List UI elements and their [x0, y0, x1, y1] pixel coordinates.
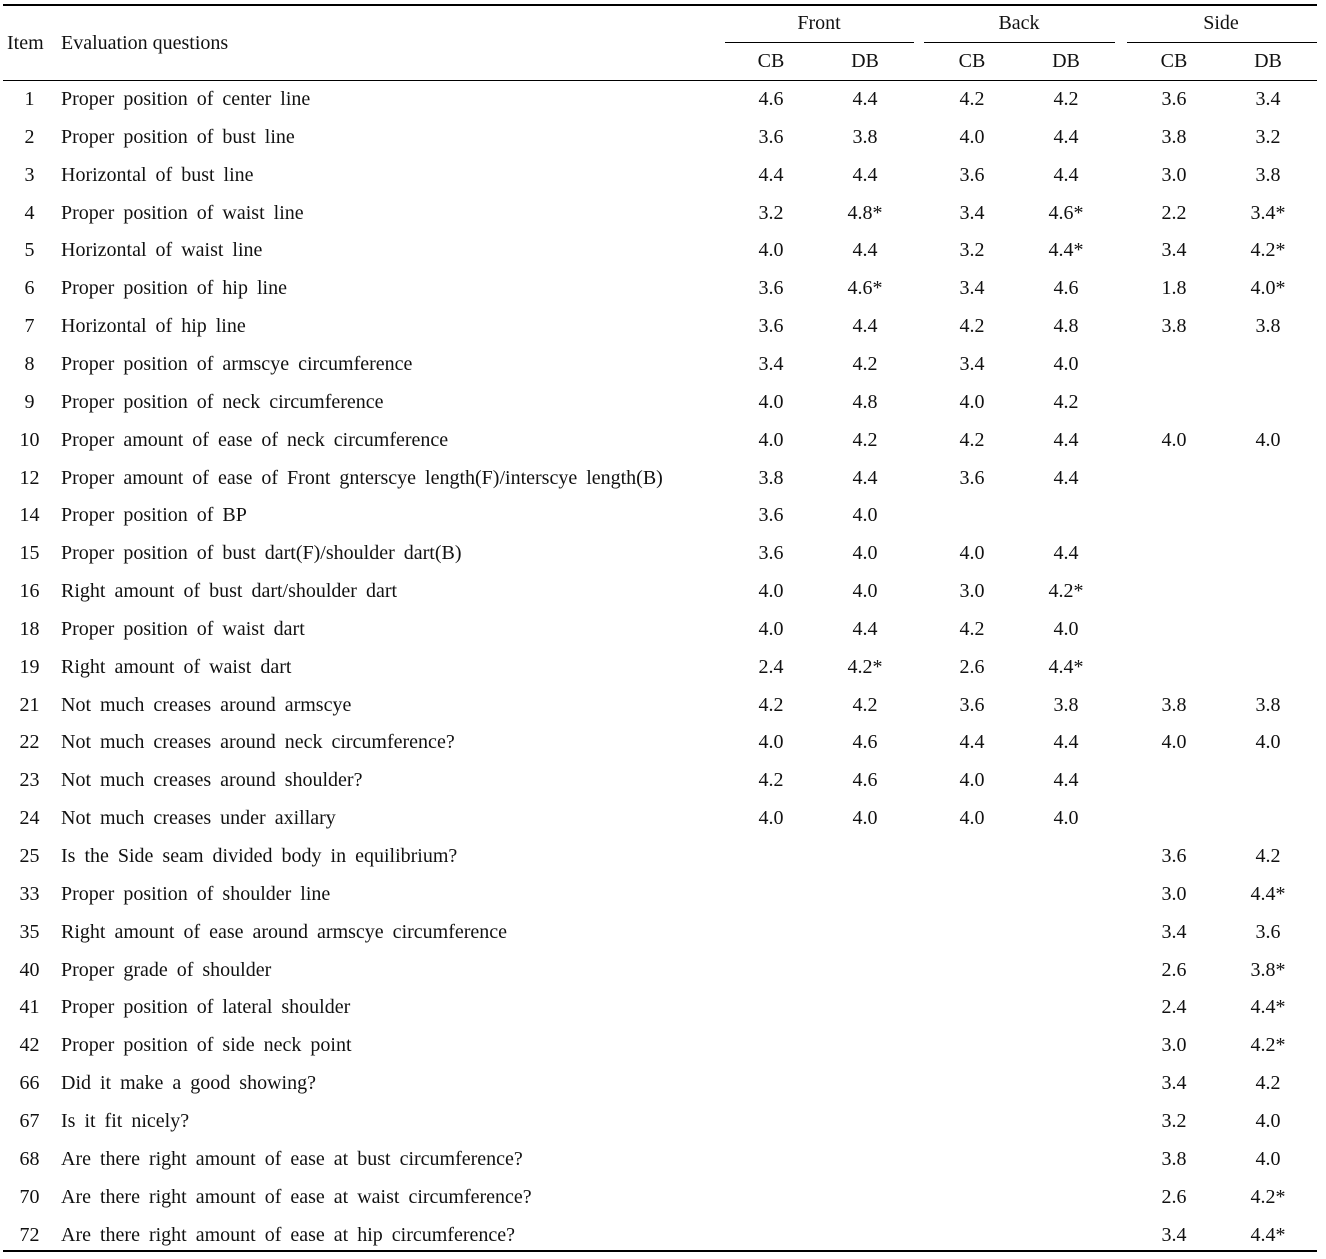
score-back-cb: 4.0: [959, 390, 985, 413]
score-back-cb: 3.6: [959, 466, 985, 489]
evaluation-question: Proper position of waist line: [61, 201, 304, 224]
score-back-db: 4.4: [1053, 731, 1079, 754]
score-front-cb: 4.0: [758, 239, 784, 262]
score-side-db: 4.4*: [1250, 882, 1286, 905]
score-front-db: 4.4: [852, 88, 878, 110]
score-back-cb: 4.0: [959, 769, 985, 792]
table-row: [3, 837, 1317, 875]
table-row: [3, 686, 1317, 724]
score-back-db: 4.4: [1053, 125, 1079, 148]
score-back-db: 4.6: [1053, 277, 1079, 300]
score-side-db: 3.6: [1255, 920, 1281, 943]
evaluation-question: Proper position of bust dart(F)/shoulder dart(B): [61, 542, 462, 565]
score-front-cb: 3.2: [758, 201, 784, 224]
score-side-cb: 4.0: [1161, 428, 1187, 451]
evaluation-question: Horizontal of waist line: [61, 239, 263, 262]
table-row: [3, 345, 1317, 383]
table-row: [3, 307, 1317, 345]
table-row: [3, 118, 1317, 156]
header-group-front: Front: [797, 12, 841, 34]
item-number: 16: [19, 580, 40, 603]
score-side-db: 4.2*: [1250, 1034, 1286, 1057]
score-side-cb: 3.0: [1161, 163, 1187, 186]
table-top-rule: [3, 4, 1317, 6]
score-back-cb: 4.0: [959, 807, 985, 830]
item-number: 35: [19, 920, 40, 943]
score-front-cb: 4.2: [758, 769, 784, 792]
score-back-cb: 4.2: [959, 315, 985, 338]
evaluation-question: Proper position of center line: [61, 88, 311, 110]
score-front-cb: 3.6: [758, 277, 784, 300]
score-back-db: 4.2*: [1048, 580, 1084, 603]
table-row: [3, 988, 1317, 1026]
table-row: [3, 534, 1317, 572]
evaluation-question: Not much creases around neck circumference?: [61, 731, 455, 754]
score-back-db: 4.4: [1053, 466, 1079, 489]
score-front-db: 4.2: [852, 352, 878, 375]
evaluation-question: Proper position of BP: [61, 504, 247, 527]
evaluation-question: Are there right amount of ease at waist circumference?: [61, 1185, 532, 1208]
score-front-cb: 3.6: [758, 125, 784, 148]
score-front-db: 4.2*: [847, 655, 883, 678]
table-row: [3, 1064, 1317, 1102]
score-back-cb: 4.0: [959, 125, 985, 148]
score-front-cb: 2.4: [758, 655, 784, 678]
evaluation-question: Proper position of shoulder line: [61, 882, 331, 905]
table-row: [3, 383, 1317, 421]
score-side-cb: 2.4: [1161, 996, 1187, 1019]
evaluation-question: Proper position of side neck point: [61, 1034, 352, 1057]
table-row: [3, 951, 1317, 989]
evaluation-question: Proper amount of ease of neck circumference: [61, 428, 449, 451]
evaluation-question: Horizontal of bust line: [61, 163, 254, 186]
item-number: 2: [24, 125, 35, 148]
table-row: [3, 496, 1317, 534]
front-group-underline: [725, 42, 914, 43]
evaluation-question: Not much creases around armscye: [61, 693, 352, 716]
table-row: [3, 761, 1317, 799]
score-side-cb: 3.2: [1161, 1109, 1187, 1132]
item-number: 33: [19, 882, 40, 905]
score-front-cb: 3.8: [758, 466, 784, 489]
header-back-cb: CB: [958, 50, 986, 72]
table-row: [3, 799, 1317, 837]
table-row: [3, 156, 1317, 194]
score-front-db: 4.6: [852, 769, 878, 792]
score-front-db: 4.8: [852, 390, 878, 413]
score-side-cb: 2.2: [1161, 201, 1187, 224]
table-row: [3, 610, 1317, 648]
header-front-cb: CB: [757, 50, 785, 72]
item-number: 10: [19, 428, 40, 451]
score-front-db: 4.4: [852, 315, 878, 338]
score-front-cb: 4.4: [758, 163, 784, 186]
score-front-db: 4.4: [852, 466, 878, 489]
item-number: 72: [19, 1223, 40, 1246]
item-number: 42: [19, 1034, 40, 1057]
evaluation-question: Proper position of waist dart: [61, 617, 305, 640]
score-side-cb: 3.0: [1161, 882, 1187, 905]
score-front-db: 4.6*: [847, 277, 883, 300]
score-front-cb: 4.0: [758, 390, 784, 413]
score-side-db: 3.8: [1255, 163, 1281, 186]
item-number: 21: [19, 693, 40, 716]
table-row: [3, 194, 1317, 232]
score-side-db: 4.0*: [1250, 277, 1286, 300]
evaluation-question: Not much creases under axillary: [61, 807, 336, 830]
evaluation-question: Proper position of hip line: [61, 277, 287, 300]
item-number: 15: [19, 542, 40, 565]
score-side-db: 3.4*: [1250, 201, 1286, 224]
score-side-db: 4.0: [1255, 1147, 1281, 1170]
score-back-db: 4.4*: [1048, 239, 1084, 262]
item-number: 66: [19, 1072, 40, 1095]
score-front-cb: 4.0: [758, 617, 784, 640]
score-front-cb: 3.6: [758, 315, 784, 338]
score-side-db: 4.4*: [1250, 996, 1286, 1019]
item-number: 70: [19, 1185, 40, 1208]
score-back-db: 4.0: [1053, 352, 1079, 375]
evaluation-question: Right amount of ease around armscye circumference: [61, 920, 508, 943]
score-front-db: 4.2: [852, 693, 878, 716]
evaluation-question: Horizontal of hip line: [61, 315, 246, 338]
table-row: [3, 459, 1317, 497]
score-side-cb: 3.6: [1161, 88, 1187, 110]
evaluation-question: Is it fit nicely?: [61, 1109, 190, 1132]
score-back-db: 4.0: [1053, 807, 1079, 830]
score-side-db: 3.4: [1255, 88, 1281, 110]
score-back-db: 4.8: [1053, 315, 1079, 338]
evaluation-question: Are there right amount of ease at hip circumference?: [61, 1223, 516, 1246]
score-back-cb: 4.2: [959, 617, 985, 640]
evaluation-question: Did it make a good showing?: [61, 1072, 316, 1095]
score-front-cb: 3.6: [758, 504, 784, 527]
header-side-cb: CB: [1160, 50, 1188, 72]
item-number: 68: [19, 1147, 40, 1170]
score-side-cb: 2.6: [1161, 958, 1187, 981]
header-group-side: Side: [1203, 12, 1239, 34]
score-side-db: 3.8: [1255, 315, 1281, 338]
item-number: 3: [24, 163, 35, 186]
evaluation-question: Are there right amount of ease at bust circumference?: [61, 1147, 523, 1170]
header-back-db: DB: [1052, 50, 1080, 72]
table-row: [3, 1178, 1317, 1216]
item-number: 14: [19, 504, 40, 527]
score-side-db: 4.0: [1255, 1109, 1281, 1132]
header-group-back: Back: [998, 12, 1040, 34]
score-back-cb: 3.6: [959, 163, 985, 186]
item-number: 18: [19, 617, 40, 640]
score-front-cb: 3.6: [758, 542, 784, 565]
evaluation-question: Not much creases around shoulder?: [61, 769, 363, 792]
score-front-db: 4.0: [852, 580, 878, 603]
score-side-db: 4.2: [1255, 1072, 1281, 1095]
evaluation-question: Right amount of bust dart/shoulder dart: [61, 580, 398, 603]
score-back-db: 4.2: [1053, 390, 1079, 413]
score-side-db: 4.0: [1255, 428, 1281, 451]
header-evaluation-questions: Evaluation questions: [61, 32, 229, 54]
score-back-db: 4.4: [1053, 163, 1079, 186]
score-front-cb: 4.0: [758, 807, 784, 830]
item-number: 12: [19, 466, 40, 489]
score-front-db: 4.0: [852, 542, 878, 565]
back-group-underline: [924, 42, 1115, 43]
item-number: 1: [24, 88, 35, 110]
header-item: Item: [7, 32, 44, 54]
score-back-db: 4.2: [1053, 88, 1079, 110]
score-front-db: 4.8*: [847, 201, 883, 224]
header-front-db: DB: [851, 50, 879, 72]
score-side-db: 3.8*: [1250, 958, 1286, 981]
score-side-cb: 3.4: [1161, 920, 1187, 943]
table-bottom-rule: [3, 1250, 1317, 1252]
score-side-cb: 3.8: [1161, 1147, 1187, 1170]
score-back-cb: 4.2: [959, 88, 985, 110]
table-row: [3, 1140, 1317, 1178]
score-side-db: 3.8: [1255, 693, 1281, 716]
score-side-cb: 3.4: [1161, 239, 1187, 262]
score-back-db: 3.8: [1053, 693, 1079, 716]
score-side-db: 4.2*: [1250, 239, 1286, 262]
item-number: 5: [24, 239, 35, 262]
score-side-cb: 3.4: [1161, 1072, 1187, 1095]
item-number: 7: [24, 315, 35, 338]
score-back-cb: 3.2: [959, 239, 985, 262]
score-back-cb: 4.4: [959, 731, 985, 754]
item-number: 9: [24, 390, 35, 413]
score-front-cb: 4.0: [758, 428, 784, 451]
score-back-cb: 3.0: [959, 580, 985, 603]
table-row: [3, 648, 1317, 686]
score-front-cb: 4.0: [758, 580, 784, 603]
score-front-db: 3.8: [852, 125, 878, 148]
score-front-cb: 4.2: [758, 693, 784, 716]
score-side-cb: 3.8: [1161, 693, 1187, 716]
score-side-db: 4.4*: [1250, 1223, 1286, 1246]
item-number: 40: [19, 958, 40, 981]
evaluation-question: Proper position of bust line: [61, 125, 295, 148]
score-back-db: 4.6*: [1048, 201, 1084, 224]
score-side-db: 4.2*: [1250, 1185, 1286, 1208]
score-side-cb: 3.8: [1161, 125, 1187, 148]
table-row: [3, 231, 1317, 269]
score-front-db: 4.4: [852, 163, 878, 186]
item-number: 25: [19, 845, 40, 867]
score-back-cb: 2.6: [959, 655, 985, 678]
table-row: [3, 1216, 1317, 1254]
score-side-db: 3.2: [1255, 125, 1281, 148]
score-side-db: 4.0: [1255, 731, 1281, 754]
item-number: 4: [24, 201, 35, 224]
evaluation-question: Is the Side seam divided body in equilibrium?: [61, 845, 458, 867]
evaluation-question: Proper grade of shoulder: [61, 958, 272, 981]
score-back-db: 4.4: [1053, 428, 1079, 451]
table-row: [3, 572, 1317, 610]
evaluation-question: Proper position of armscye circumference: [61, 352, 413, 375]
score-back-cb: 3.4: [959, 277, 985, 300]
score-front-cb: 3.4: [758, 352, 784, 375]
table-row: [3, 421, 1317, 459]
evaluation-question: Proper amount of ease of Front gnterscye length(F)/interscye length(B): [61, 466, 663, 489]
table-row: [3, 1026, 1317, 1064]
table-row: [3, 723, 1317, 761]
item-number: 67: [19, 1109, 40, 1132]
score-side-cb: 4.0: [1161, 731, 1187, 754]
score-front-db: 4.0: [852, 504, 878, 527]
score-back-cb: 3.6: [959, 693, 985, 716]
table-row: [3, 913, 1317, 951]
item-number: 6: [24, 277, 35, 300]
score-back-db: 4.0: [1053, 617, 1079, 640]
item-number: 24: [19, 807, 40, 830]
item-number: 41: [19, 996, 40, 1019]
score-side-cb: 3.6: [1161, 845, 1187, 867]
item-number: 19: [19, 655, 40, 678]
item-number: 8: [24, 352, 35, 375]
score-side-cb: 3.8: [1161, 315, 1187, 338]
score-back-db: 4.4: [1053, 542, 1079, 565]
score-back-db: 4.4*: [1048, 655, 1084, 678]
score-front-db: 4.4: [852, 617, 878, 640]
score-front-db: 4.6: [852, 731, 878, 754]
score-back-cb: 4.2: [959, 428, 985, 451]
score-back-cb: 3.4: [959, 201, 985, 224]
item-number: 22: [19, 731, 40, 754]
score-side-cb: 3.0: [1161, 1034, 1187, 1057]
evaluation-question: Proper position of neck circumference: [61, 390, 384, 413]
score-back-db: 4.4: [1053, 769, 1079, 792]
score-side-cb: 1.8: [1161, 277, 1187, 300]
score-side-cb: 3.4: [1161, 1223, 1187, 1246]
score-front-cb: 4.6: [758, 88, 784, 110]
evaluation-question: Proper position of lateral shoulder: [61, 996, 351, 1019]
score-back-cb: 3.4: [959, 352, 985, 375]
score-side-cb: 2.6: [1161, 1185, 1187, 1208]
table-row: [3, 269, 1317, 307]
score-back-cb: 4.0: [959, 542, 985, 565]
header-side-db: DB: [1254, 50, 1282, 72]
score-front-db: 4.0: [852, 807, 878, 830]
table-row: [3, 80, 1317, 118]
table-row: [3, 875, 1317, 913]
score-front-cb: 4.0: [758, 731, 784, 754]
evaluation-question: Right amount of waist dart: [61, 655, 292, 678]
score-front-db: 4.2: [852, 428, 878, 451]
score-side-db: 4.2: [1255, 845, 1281, 867]
table-row: [3, 1102, 1317, 1140]
score-front-db: 4.4: [852, 239, 878, 262]
item-number: 23: [19, 769, 40, 792]
side-group-underline: [1127, 42, 1317, 43]
